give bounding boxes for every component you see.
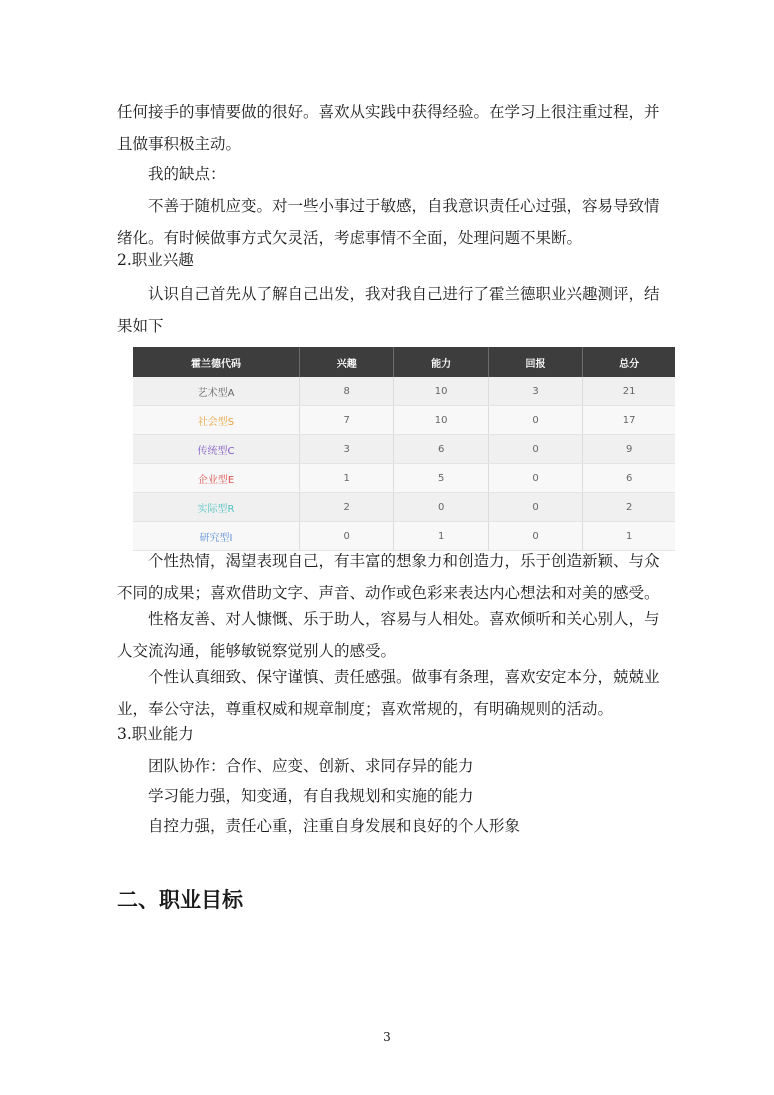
cell-total: 1 [583,522,675,551]
table-body [133,377,675,551]
table-row [133,377,675,406]
cell-reward: 0 [488,493,582,522]
cell-ability: 6 [394,435,488,464]
section-title-career-interest: 2.职业兴趣 [117,251,194,269]
cell-interest: 0 [300,522,394,551]
table-row [133,464,675,493]
text-line: 认识自己首先从了解自己出发，我对我自己进行了霍兰德职业兴趣测评，结 [148,285,660,303]
header-total: 总分 [583,347,675,377]
paragraph-holland-intro [117,278,662,342]
cell-reward: 0 [488,435,582,464]
cell-interest: 8 [300,377,394,406]
cell-reward: 3 [488,377,582,406]
text-line: 不善于随机应变。对一些小事过于敏感，自我意识责任心过强，容易导致情 [148,197,660,215]
cell-interest: 3 [300,435,394,464]
cell-ability: 1 [394,522,488,551]
cell-interest: 2 [300,493,394,522]
cell-total: 9 [583,435,675,464]
cell-ability: 10 [394,377,488,406]
cell-interest: 1 [300,464,394,493]
cell-code: 企业型E [133,464,300,493]
ability-item: 学习能力强，知变通，有自我规划和实施的能力 [148,787,474,805]
cell-ability: 0 [394,493,488,522]
cell-reward: 0 [488,406,582,435]
cell-ability: 5 [394,464,488,493]
cell-total: 2 [583,493,675,522]
chapter-heading: 二、职业目标 [117,888,243,912]
table-row [133,406,675,435]
cell-code: 艺术型A [133,377,300,406]
cell-reward: 0 [488,522,582,551]
cell-total: 21 [583,377,675,406]
table-row [133,493,675,522]
text-line: 果如下 [117,317,164,335]
table-header-row [133,347,675,377]
paragraph-conventional-trait [117,661,662,725]
table-row [133,435,675,464]
paragraph-artistic-trait [117,545,662,609]
ability-item: 团队协作：合作、应变、创新、求同存异的能力 [148,757,474,775]
cell-ability: 10 [394,406,488,435]
page-number: 3 [383,1030,391,1044]
text-line: 任何接手的事情要做的很好。喜欢从实践中获得经验。在学习上很注重过程，并 [117,103,660,121]
text-line: 性格友善、对人慷慨、乐于助人，容易与人相处。喜欢倾听和关心别人，与 [148,610,660,628]
weakness-label: 我的缺点： [148,165,226,183]
text-line: 且做事积极主动。 [117,135,242,153]
cell-code: 社会型S [133,406,300,435]
text-line: 绪化。有时候做事方式欠灵活，考虑事情不全面，处理问题不果断。 [117,229,583,247]
text-line: 人交流沟通，能够敏锐察觉别人的感受。 [117,642,397,660]
paragraph-strengths [117,96,662,160]
cell-reward: 0 [488,464,582,493]
ability-item: 自控力强，责任心重，注重自身发展和良好的个人形象 [148,817,521,835]
header-code: 霍兰德代码 [133,347,300,377]
holland-code-table [133,347,675,551]
text-line: 个性热情，渴望表现自己，有丰富的想象力和创造力，乐于创造新颖、与众 [148,552,660,570]
header-reward: 回报 [488,347,582,377]
cell-total: 6 [583,464,675,493]
text-line: 不同的成果；喜欢借助文字、声音、动作或色彩来表达内心想法和对美的感受。 [117,584,660,602]
cell-code: 实际型R [133,493,300,522]
header-ability: 能力 [394,347,488,377]
header-interest: 兴趣 [300,347,394,377]
cell-code: 研究型I [133,522,300,551]
section-title-career-ability: 3.职业能力 [117,725,194,743]
text-line: 个性认真细致、保守谨慎、责任感强。做事有条理，喜欢安定本分，兢兢业 [148,668,660,686]
paragraph-social-trait [117,603,662,667]
cell-total: 17 [583,406,675,435]
text-line: 业，奉公守法，尊重权威和规章制度；喜欢常规的，有明确规则的活动。 [117,700,614,718]
cell-code: 传统型C [133,435,300,464]
cell-interest: 7 [300,406,394,435]
